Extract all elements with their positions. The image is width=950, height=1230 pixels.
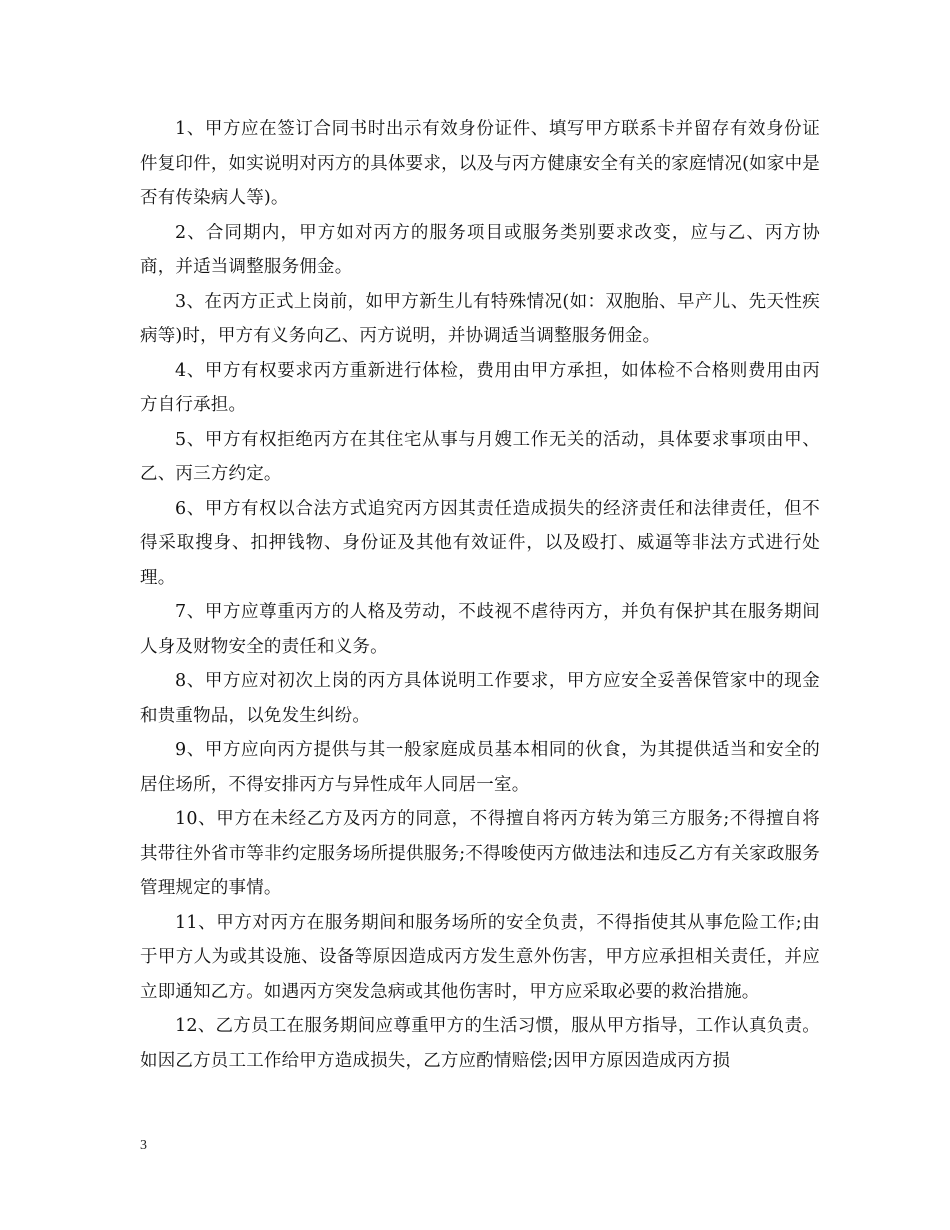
paragraph-8: 8、甲方应对初次上岗的丙方具体说明工作要求，甲方应安全妥善保管家中的现金和贵重物品，以免发生纠纷。 bbox=[140, 671, 820, 726]
page-number: 3 bbox=[140, 1138, 147, 1153]
paragraph-5: 5、甲方有权拒绝丙方在其住宅从事与月嫂工作无关的活动，具体要求事项由甲、乙、丙三方约定。 bbox=[140, 429, 820, 484]
paragraph-3: 3、在丙方正式上岗前，如甲方新生儿有特殊情况(如：双胞胎、早产儿、先天性疾病等)时，甲方有义务向乙、丙方说明，并协调适当调整服务佣金。 bbox=[140, 291, 820, 346]
paragraph-11: 11、甲方对丙方在服务期间和服务场所的安全负责，不得指使其从事危险工作;由于甲方人为或其设施、设备等原因造成丙方发生意外伤害，甲方应承担相关责任，并应立即通知乙方。如遇丙方突发急病或其他伤害时，甲方应采取必要的救治措施。 bbox=[140, 912, 820, 1002]
paragraph-9: 9、甲方应向丙方提供与其一般家庭成员基本相同的伙食，为其提供适当和安全的居住场所，不得安排丙方与异性成年人同居一室。 bbox=[140, 740, 820, 795]
paragraph-12: 12、乙方员工在服务期间应尊重甲方的生活习惯，服从甲方指导，工作认真负责。如因乙方员工工作给甲方造成损失，乙方应酌情赔偿;因甲方原因造成丙方损 bbox=[140, 1016, 820, 1071]
paragraph-10: 10、甲方在未经乙方及丙方的同意，不得擅自将丙方转为第三方服务;不得擅自将其带往外省市等非约定服务场所提供服务;不得唆使丙方做违法和违反乙方有关家政服务管理规定的事情。 bbox=[140, 809, 820, 898]
paragraph-2: 2、合同期内，甲方如对丙方的服务项目或服务类别要求改变，应与乙、丙方协商，并适当调整服务佣金。 bbox=[140, 222, 820, 277]
document-body bbox=[140, 112, 820, 1078]
paragraph-1: 1、甲方应在签订合同书时出示有效身份证件、填写甲方联系卡并留存有效身份证件复印件，如实说明对丙方的具体要求，以及与丙方健康安全有关的家庭情况(如家中是否有传染病人等)。 bbox=[140, 119, 820, 208]
paragraph-6: 6、甲方有权以合法方式追究丙方因其责任造成损失的经济责任和法律责任，但不得采取搜身、扣押钱物、身份证及其他有效证件，以及殴打、威逼等非法方式进行处理。 bbox=[140, 498, 820, 588]
paragraph-4: 4、甲方有权要求丙方重新进行体检，费用由甲方承担，如体检不合格则费用由丙方自行承担。 bbox=[140, 360, 820, 415]
paragraph-7: 7、甲方应尊重丙方的人格及劳动，不歧视不虐待丙方，并负有保护其在服务期间人身及财物安全的责任和义务。 bbox=[140, 602, 820, 657]
